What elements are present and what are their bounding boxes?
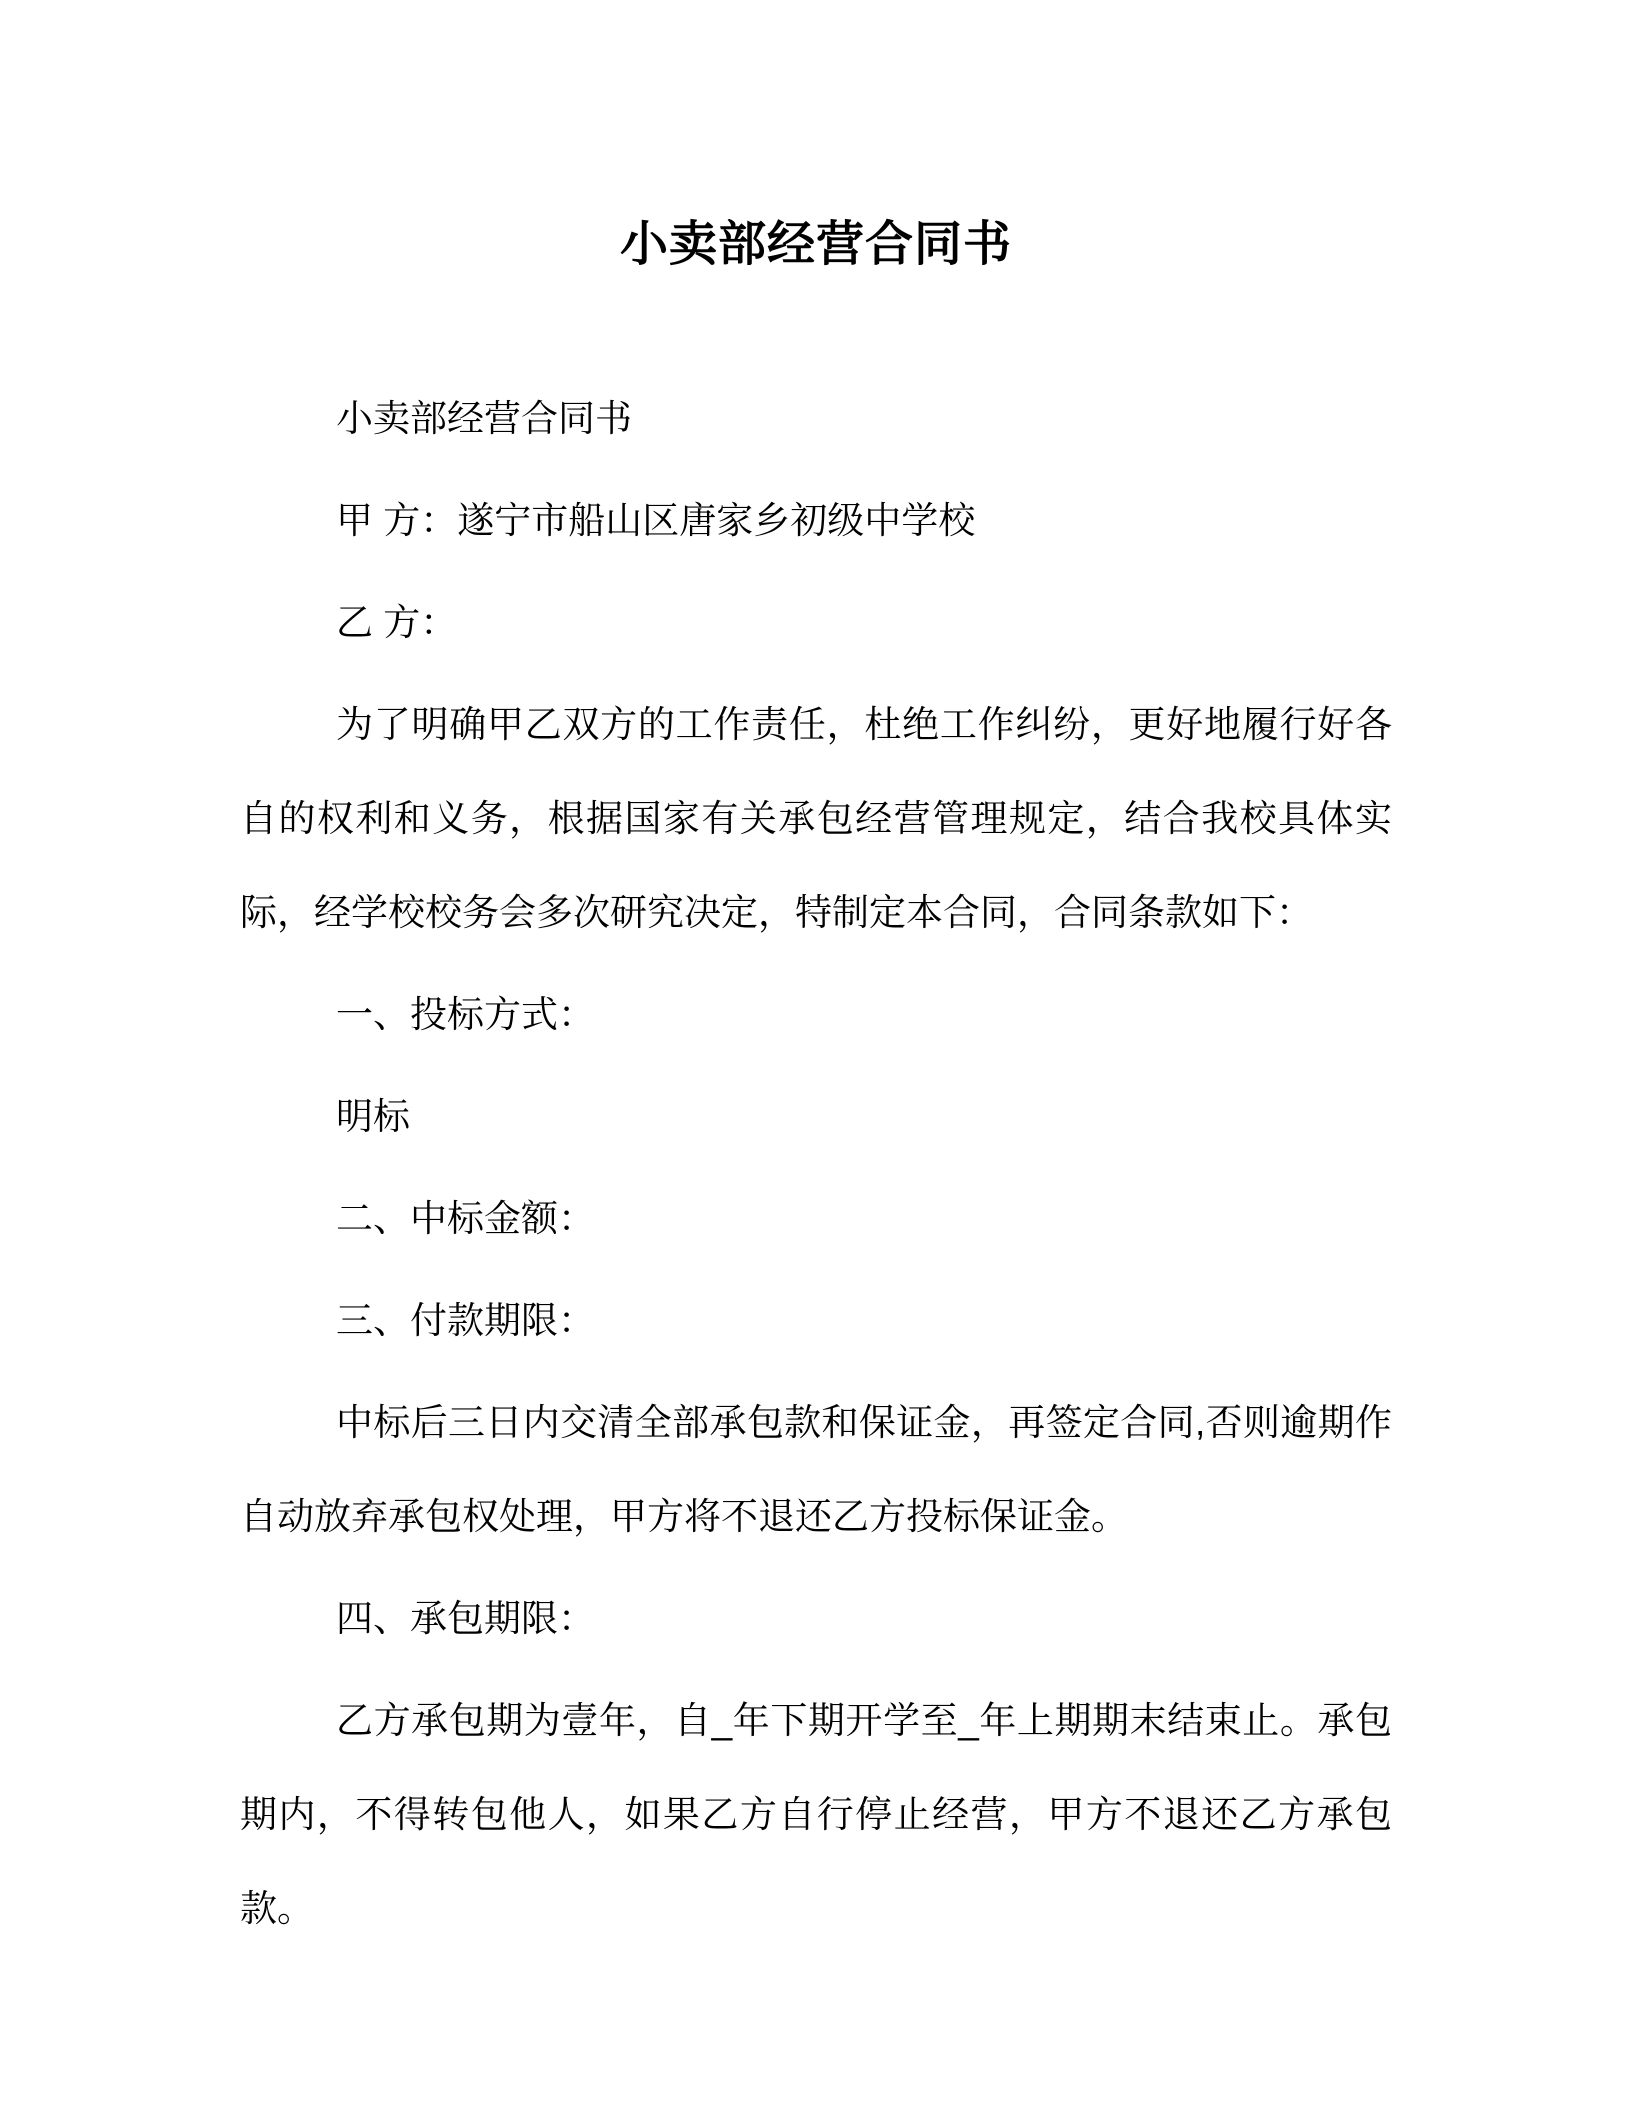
section-3-content: 中标后三日内交清全部承包款和保证金，再签定合同,否则逾期作自动放弃承包权处理，甲方将不退还乙方投标保证金。 [240, 1402, 1392, 1537]
section-1-content: 明标 [336, 1096, 410, 1137]
section-4-heading: 四、承包期限： [336, 1598, 595, 1639]
section-1-heading: 一、投标方式： [336, 994, 595, 1035]
subtitle-line: 小卖部经营合同书 [336, 398, 632, 439]
section-2-heading: 二、中标金额： [336, 1198, 595, 1239]
section-3-heading: 三、付款期限： [336, 1300, 595, 1341]
party-a-line: 甲 方：遂宁市船山区唐家乡初级中学校 [336, 500, 976, 541]
section-4-content: 乙方承包期为壹年，自_年下期开学至_年上期期末结束止。承包期内，不得转包他人，如果乙方自行停止经营，甲方不退还乙方承包款。 [240, 1700, 1392, 1929]
preamble-paragraph: 为了明确甲乙双方的工作责任，杜绝工作纠纷，更好地履行好各自的权利和义务，根据国家有关承包经营管理规定，结合我校具体实际，经学校校务会多次研究决定，特制定本合同，合同条款如下： [240, 704, 1392, 933]
party-b-line: 乙 方： [336, 602, 458, 643]
document-title: 小卖部经营合同书 [619, 218, 1012, 271]
